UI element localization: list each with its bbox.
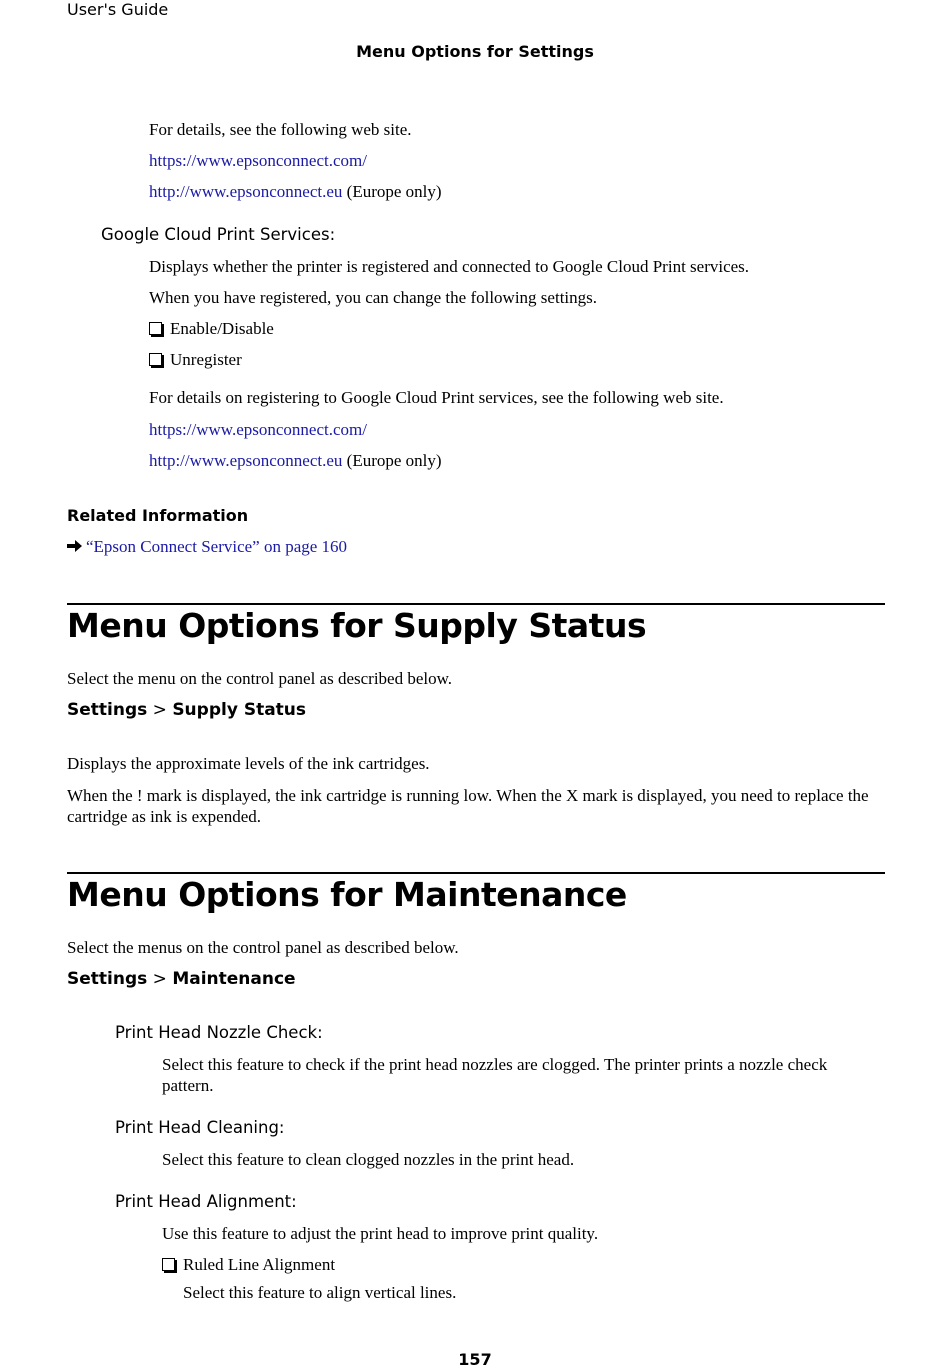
supply-status-intro: Select the menu on the control panel as described below.	[67, 669, 453, 688]
maintenance-title: Menu Options for Maintenance	[67, 875, 627, 914]
google-cloud-europe-line	[149, 450, 442, 471]
supply-status-desc-1: Displays the approximate levels of the ink cartridges.	[67, 754, 430, 773]
google-cloud-desc-1: Displays whether the printer is registered and connected to Google Cloud Print services.	[149, 257, 750, 276]
section-divider	[67, 603, 885, 605]
epson-connect-europe-line	[149, 181, 442, 202]
checkbox-bullet-icon	[149, 322, 162, 335]
option-label: Ruled Line Alignment	[183, 1255, 336, 1274]
head-alignment-label: Print Head Alignment:	[115, 1192, 297, 1211]
nozzle-check-desc: Select this feature to check if the print head nozzles are clogged. The printer prints a nozzle check pattern.	[162, 1055, 828, 1095]
related-info-link[interactable]: “Epson Connect Service” on page 160	[86, 537, 348, 556]
maintenance-intro: Select the menus on the control panel as described below.	[67, 938, 459, 957]
maintenance-menu-path	[67, 969, 296, 989]
section-title: Menu Options for Settings	[356, 42, 594, 61]
path-separator: >	[152, 969, 167, 989]
google-cloud-details: For details on registering to Google Cloud Print services, see the following web site.	[149, 388, 724, 407]
epson-connect-intro: For details, see the following web site.	[149, 120, 412, 139]
head-cleaning-desc: Select this feature to clean clogged nozzles in the print head.	[162, 1150, 575, 1169]
google-cloud-option-2	[149, 349, 242, 370]
google-cloud-link-global[interactable]: https://www.epsonconnect.com/	[149, 420, 367, 439]
supply-status-desc-2: When the ! mark is displayed, the ink cartridge is running low. When the X mark is displayed, you need to replace the cartridge as ink is expended.	[67, 786, 869, 826]
checkbox-bullet-icon	[162, 1258, 175, 1271]
option-label: Enable/Disable	[170, 319, 274, 338]
page-number: 157	[458, 1350, 492, 1369]
related-info-item	[67, 536, 347, 557]
ruled-line-desc: Select this feature to align vertical lines.	[183, 1283, 457, 1302]
nozzle-check-label: Print Head Nozzle Check:	[115, 1023, 323, 1042]
arrow-right-icon	[67, 540, 82, 552]
google-cloud-desc-2: When you have registered, you can change the following settings.	[149, 288, 598, 307]
head-alignment-desc: Use this feature to adjust the print head to improve print quality.	[162, 1224, 599, 1243]
path-segment-maintenance: Maintenance	[172, 969, 296, 989]
related-info-heading: Related Information	[67, 506, 249, 525]
supply-status-title: Menu Options for Supply Status	[67, 606, 647, 645]
epson-connect-link-europe[interactable]: http://www.epsonconnect.eu	[149, 182, 343, 201]
google-cloud-link-europe[interactable]: http://www.epsonconnect.eu	[149, 451, 343, 470]
section-divider	[67, 872, 885, 874]
path-segment-settings: Settings	[67, 700, 148, 720]
path-separator: >	[152, 700, 167, 720]
checkbox-bullet-icon	[149, 353, 162, 366]
google-cloud-label: Google Cloud Print Services:	[101, 225, 336, 244]
epson-connect-link-global[interactable]: https://www.epsonconnect.com/	[149, 151, 367, 170]
supply-status-menu-path	[67, 700, 306, 720]
ruled-line-option	[162, 1254, 335, 1275]
europe-only-note: (Europe only)	[346, 451, 442, 470]
guide-title: User's Guide	[67, 0, 169, 19]
europe-only-note: (Europe only)	[346, 182, 442, 201]
path-segment-settings: Settings	[67, 969, 148, 989]
option-label: Unregister	[170, 350, 242, 369]
google-cloud-option-1	[149, 318, 274, 339]
head-cleaning-label: Print Head Cleaning:	[115, 1118, 285, 1137]
path-segment-supply-status: Supply Status	[172, 700, 307, 720]
